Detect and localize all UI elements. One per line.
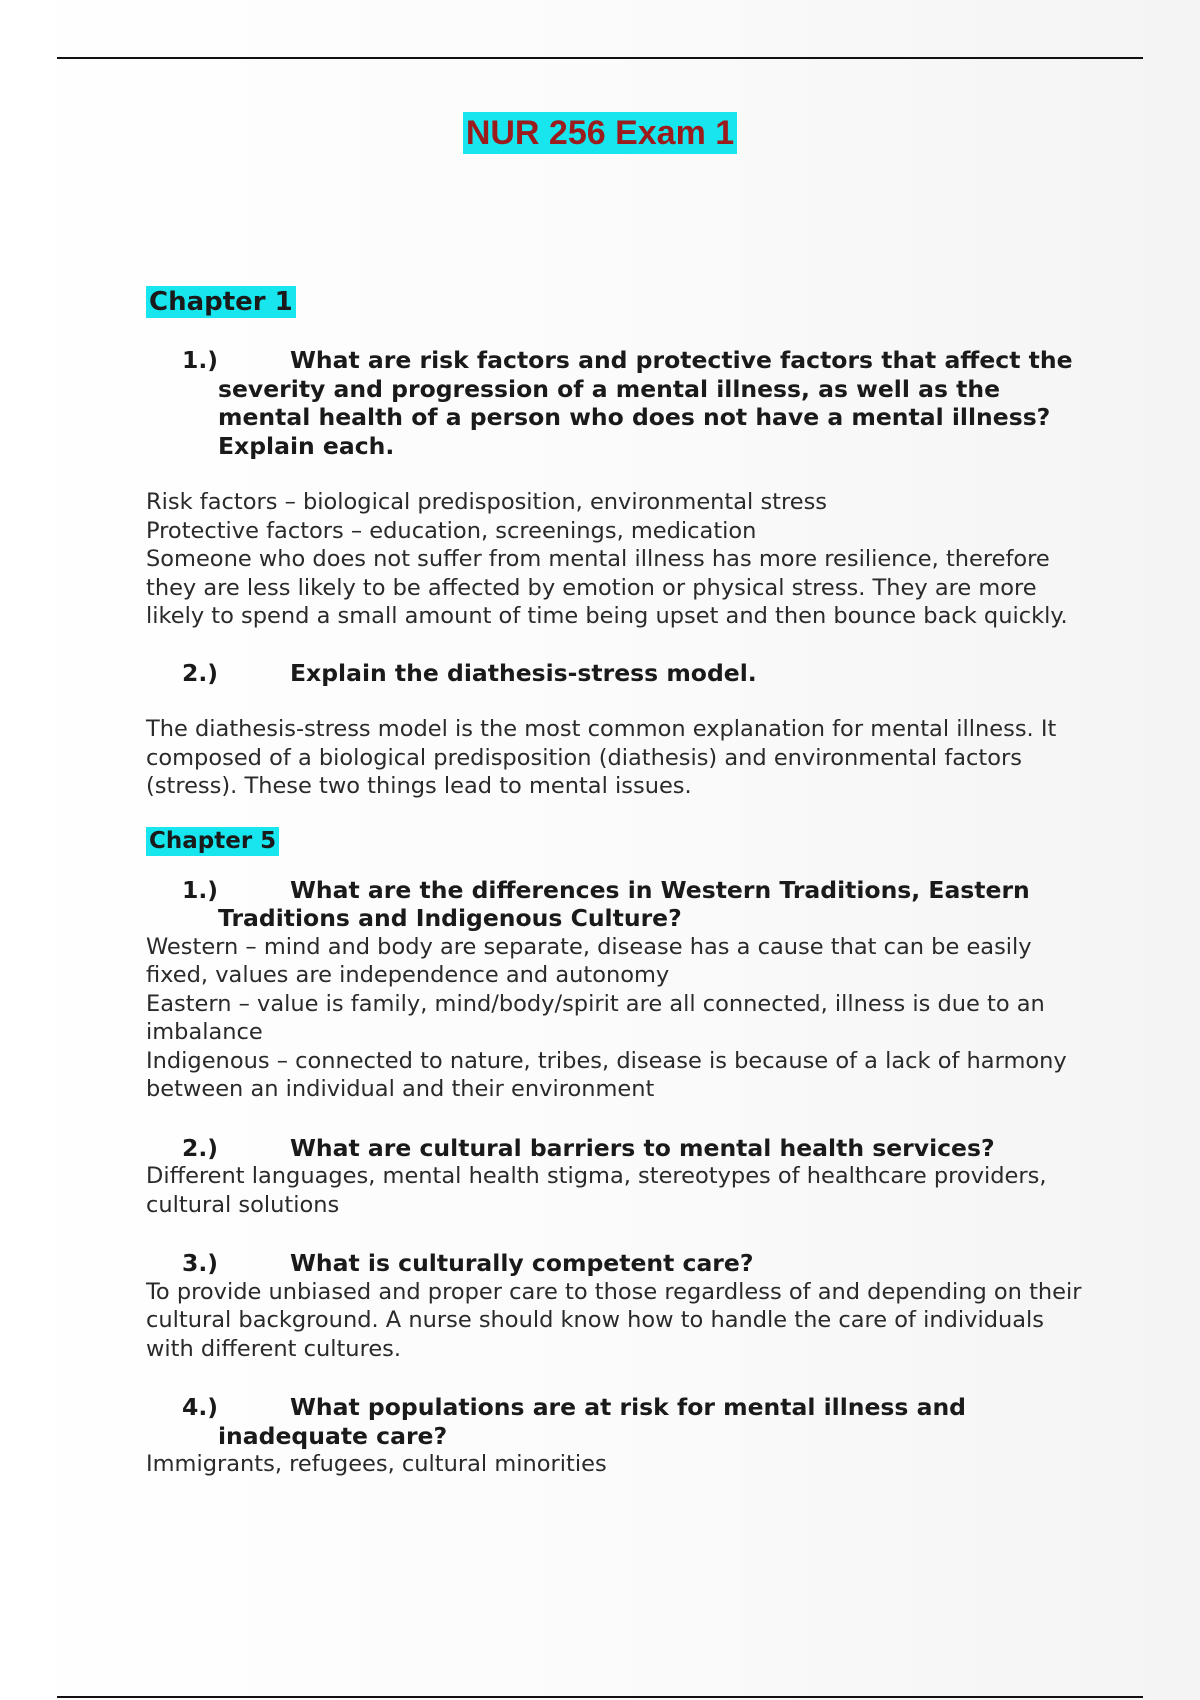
document-title: NUR 256 Exam 1: [463, 112, 737, 154]
answer-line: Different languages, mental health stigma, stereotypes of healthcare providers, cultural solutions: [146, 1163, 1047, 1218]
answer-line: Indigenous – connected to nature, tribes, disease is because of a lack of harmony between an individual and their environment: [146, 1047, 1067, 1102]
chapter-heading: Chapter 5: [146, 827, 279, 856]
question: [146, 1393, 1086, 1450]
answer-line: Risk factors – biological predisposition, environmental stress: [146, 489, 828, 515]
bottom-rule: [57, 1696, 1143, 1698]
question: [146, 346, 1086, 460]
question-number: 1.): [182, 346, 219, 374]
question-number: 2.): [182, 658, 219, 687]
answer: [146, 1450, 1086, 1479]
question-text: What populations are at risk for mental illness and inadequate care?: [218, 1393, 966, 1450]
answer-line: To provide unbiased and proper care to those regardless of and depending on their cultural background. A nurse should know how to handle the care of individuals with different cultures.: [146, 1278, 1082, 1362]
question-text: What are the differences in Western Traditions, Eastern Traditions and Indigenous Culture?: [218, 875, 1030, 932]
answer: [146, 1278, 1086, 1364]
question-text: What is culturally competent care?: [290, 1249, 754, 1277]
question: [146, 1134, 1086, 1163]
answer-line: The diathesis-stress model is the most common explanation for mental illness. It composed of a biological predisposition (diathesis) and environmental factors (stress). These two things lead to mental issues.: [146, 716, 1057, 799]
answer-line: Immigrants, refugees, cultural minorities: [146, 1451, 607, 1477]
question-text: What are risk factors and protective factors that affect the severity and progression of a mental illness, as well as the mental health of a person who does not have a mental illness? Explain each.: [218, 346, 1073, 460]
answer: [146, 488, 1086, 631]
question-text: What are cultural barriers to mental health services?: [290, 1133, 995, 1162]
answer: [146, 933, 1086, 1104]
top-rule: [57, 57, 1143, 59]
answer-line: Eastern – value is family, mind/body/spirit are all connected, illness is due to an imbalance: [146, 990, 1045, 1045]
question-number: 3.): [182, 1249, 219, 1277]
answer-line: Western – mind and body are separate, disease has a cause that can be easily fixed, values are independence and autonomy: [146, 933, 1032, 988]
question: [146, 659, 1086, 688]
answer: [146, 715, 1086, 801]
question: [146, 876, 1086, 933]
question-number: 2.): [182, 1133, 219, 1162]
question-text: Explain the diathesis-stress model.: [290, 658, 757, 687]
answer-line: Protective factors – education, screenings, medication: [146, 517, 757, 544]
document-body: [146, 286, 1086, 1479]
answer: [146, 1162, 1086, 1219]
question: [146, 1249, 1086, 1278]
question-number: 1.): [182, 875, 219, 904]
title-wrapper: [0, 112, 1200, 154]
question-number: 4.): [182, 1393, 219, 1421]
answer-line: Someone who does not suffer from mental illness has more resilience, therefore they are less likely to be affected by emotion or physical stress. They are more likely to spend a small amount of time being upset and then bounce back quickly.: [146, 546, 1068, 629]
chapter-heading: Chapter 1: [146, 286, 296, 318]
